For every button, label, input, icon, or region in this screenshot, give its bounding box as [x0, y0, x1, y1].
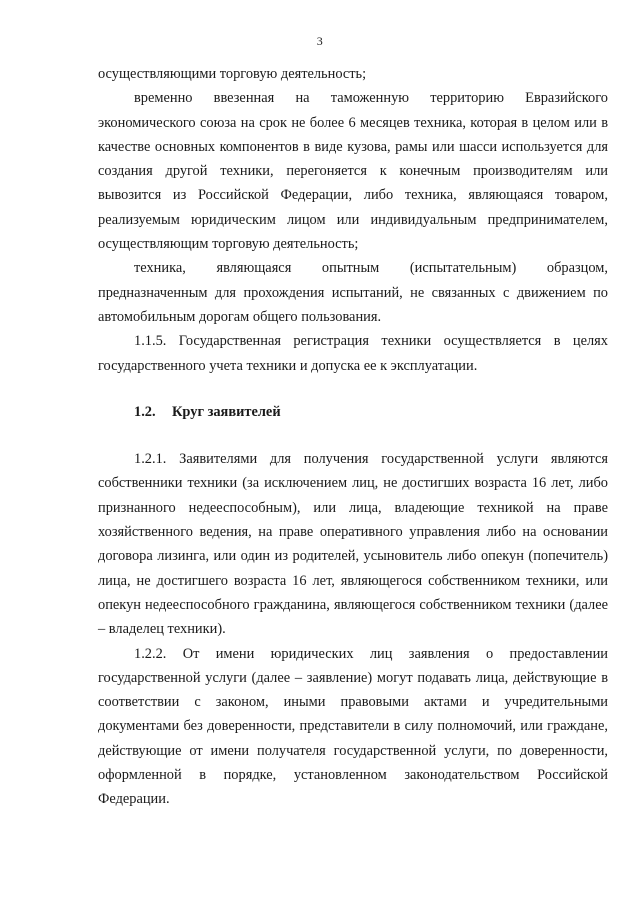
paragraph-continuation: осуществляющими торговую деятельность; [98, 66, 367, 82]
section-heading [98, 400, 608, 424]
paragraph-1-2-2: 1.2.2. От имени юридических лиц заявления о предоставлении государственной услуги (далее – заявление) могут подавать лица, действующие в соответствии с законом, иными правовыми актами и учредительными документами без доверенности, представители в силу полномочий, или граждане, действующие от имени получателя государственной услуги, по доверенности, оформленной в порядке, установленном законодательством Российской Федерации. [98, 645, 608, 808]
paragraph-1-2-1: 1.2.1. Заявителями для получения государственной услуги являются собственники техники (за исключением лиц, не достигших возраста 16 лет, либо признанного недееспособным), или лица, владеющие техникой на праве хозяйственного ведения, на праве оперативного управления либо на основании договора лизинга, или один из родителей, усыновитель либо опекун (попечитель) лица, не достигшего возраста 16 лет, являющегося собственником техники, или опекун недееспособного гражданина, являющегося собственником техники (далее – владелец техники). [98, 451, 608, 638]
paragraph-1-1-5: 1.1.5. Государственная регистрация техники осуществляется в целях государственного учета техники и допуска ее к эксплуатации. [98, 333, 608, 374]
section-number: 1.2. [134, 403, 156, 420]
paragraph-prototype: техника, являющаяся опытным (испытательным) образцом, предназначенным для прохождения испытаний, не связанных с движением по автомобильным дорогам общего пользования. [98, 260, 608, 325]
section-title: Круг заявителей [172, 403, 281, 420]
paragraph-temporary-import: временно ввезенная на таможенную территорию Евразийского экономического союза на срок не более 6 месяцев техника, которая в целом или в качестве основных компонентов в виде кузова, рамы или шасси используется для создания другой техники, перегоняется к конечным производителям или вывозится из Российской Федерации, либо техника, являющаяся товаром, реализуемым юридическим лицом или индивидуальным предпринимателем, осуществляющим торговую деятельность; [98, 90, 608, 253]
page-number: 3 [316, 34, 324, 48]
document-body [98, 62, 608, 812]
